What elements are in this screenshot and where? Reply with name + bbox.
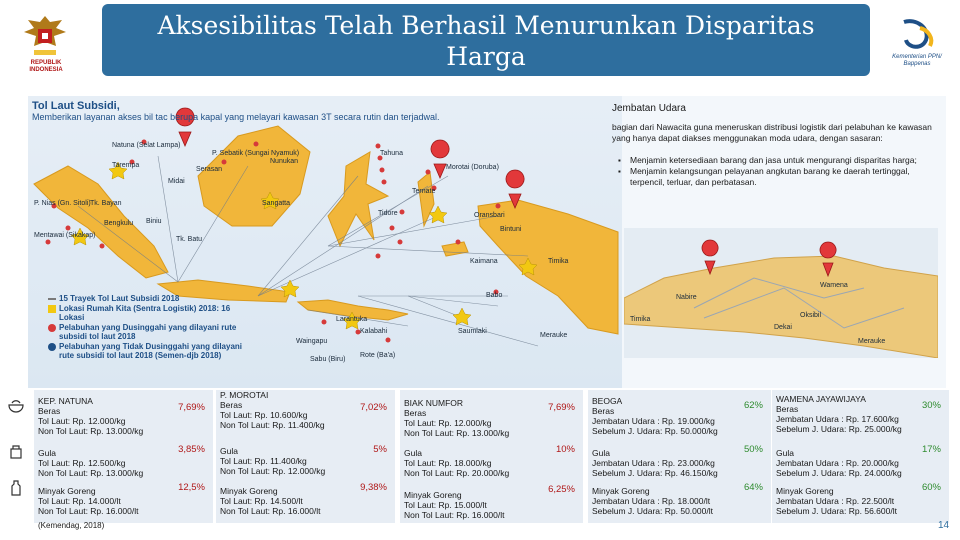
place-label: Merauke [858, 338, 886, 345]
place-label: Morotai (Doruba) [446, 164, 499, 171]
location-name: P. MOROTAI [220, 390, 269, 400]
place-label: P. Nias (Gn. Sitoli) [34, 200, 91, 207]
place-label: Mentawai (Sikakap) [34, 232, 96, 239]
item-block: Gula Jembatan Udara : Rp. 23.000/kg Sebelum J. Udara: Rp. 46.150/kg [592, 448, 718, 478]
place-label: Timika [630, 316, 651, 323]
red-dot-icon [48, 324, 56, 332]
reduction-percent: 64% [743, 482, 763, 493]
legend-item: Lokasi Rumah Kita (Sentra Logistik) 2018: 16 Lokasi [48, 304, 248, 322]
place-label: Bengkulu [104, 220, 134, 227]
price-panel-morotai [216, 390, 396, 523]
place-label: Tidore [378, 210, 398, 217]
price-panel-natuna [34, 390, 214, 523]
place-label: Nabire [676, 294, 697, 301]
item-block: Beras Jembatan Udara : Rp. 19.000/kg Sebelum J. Udara: Rp. 50.000/kg [592, 406, 718, 436]
bullet-item: ▪ Menjamin kelangsungan pelayanan angkutan barang ke daerah tertinggal, terpencil, terluar, dan perbatasan. [618, 166, 936, 188]
place-label: P. Sebatik (Sungai Nyamuk) [212, 150, 300, 157]
legend-item: Pelabuhan yang Dusinggahi yang dilayani rute subsidi tol laut 2018 [48, 323, 248, 341]
sulawesi-shape [328, 152, 388, 246]
page-title: Aksesibilitas Telah Berhasil Menurunkan Disparitas Harga [157, 11, 815, 71]
item-block: Beras Jembatan Udara : Rp. 17.600/kg Sebelum J. Udara: Rp. 25.000/kg [776, 404, 902, 434]
papua-air-bridge-map [624, 228, 938, 358]
rice-bowl-icon [8, 398, 24, 414]
price-panel-wamena [772, 390, 950, 523]
page-number: 14 [938, 520, 950, 531]
place-label: Wamena [820, 282, 848, 289]
reduction-percent: 10% [555, 444, 575, 455]
place-label: Nunukan [270, 158, 299, 165]
ministry-label: Kementerian PPN/ Bappenas [892, 54, 942, 67]
cooking-oil-icon [8, 480, 24, 496]
place-label: Serasan [196, 166, 223, 173]
place-label: Tarempa [112, 162, 140, 169]
place-label: Larantuka [336, 316, 368, 323]
emblem-label: REPUBLIK INDONESIA [29, 60, 63, 73]
place-label: Dekai [774, 324, 792, 331]
reduction-percent: 7,69% [178, 402, 205, 413]
price-panel-beoga [588, 390, 772, 523]
item-block: Beras Tol Laut: Rp. 12.000/kg Non Tol Laut: Rp. 13.000/kg [404, 408, 510, 438]
reduction-percent: 17% [921, 444, 941, 455]
item-block: Minyak Goreng Jembatan Udara : Rp. 18.000/lt Sebelum J. Udara: Rp. 50.000/lt [592, 486, 713, 516]
reduction-percent: 6,25% [548, 484, 575, 495]
place-label: Sangatta [262, 200, 291, 207]
sugar-icon [8, 444, 24, 460]
place-label: Oransbari [474, 212, 505, 219]
map-legend [48, 294, 248, 361]
reduction-percent: 9,38% [360, 482, 387, 493]
place-label: Oksibil [800, 312, 822, 319]
jembatan-udara-title: Jembatan Udara [612, 103, 686, 114]
kalimantan-shape [198, 126, 310, 226]
title-banner [102, 4, 870, 76]
reduction-percent: 7,69% [548, 402, 575, 413]
place-label: Natuna (Selat Lampa) [112, 142, 181, 149]
place-label: Babo [486, 292, 503, 299]
place-label: Tk. Batu [176, 236, 203, 243]
place-label: Sabu (Biru) [310, 356, 346, 363]
reduction-percent: 5% [373, 444, 387, 455]
item-block: Minyak Goreng Tol Laut: Rp. 14.000/lt Non Tol Laut: Rp. 16.000/lt [38, 486, 139, 516]
item-block: Beras Tol Laut: Rp. 10.600/kg Non Tol Laut: Rp. 11.400/kg [220, 400, 325, 430]
place-label: Tahuna [380, 150, 403, 157]
place-label: Tk. Bayan [90, 200, 122, 207]
place-label: Ternate [412, 188, 436, 195]
tol-laut-title: Tol Laut Subsidi, [32, 100, 120, 112]
reduction-percent: 62% [743, 400, 763, 411]
reduction-percent: 50% [743, 444, 763, 455]
location-name: BIAK NUMFOR [404, 398, 464, 408]
item-block: Minyak Goreng Jembatan Udara : Rp. 22.500/lt Sebelum J. Udara: Rp. 56.600/lt [776, 486, 897, 516]
source-note: (Kemendag, 2018) [38, 521, 105, 530]
item-block: Gula Tol Laut: Rp. 12.500/kg Non Tol Laut: Rp. 13.000/kg [38, 448, 144, 478]
place-label: Midai [168, 178, 185, 185]
location-name: KEP. NATUNA [38, 396, 93, 406]
legend-item: Pelabuhan yang Tidak Dusinggahi yang dilayani rute subsidi tol laut 2018 (Semen-djb 2018) [48, 342, 248, 360]
item-block: Gula Tol Laut: Rp. 11.400/kg Non Tol Laut: Rp. 12.000/kg [220, 446, 326, 476]
place-label: Saumlaki [458, 328, 487, 335]
reduction-percent: 12,5% [178, 482, 205, 493]
jembatan-udara-bullets [618, 155, 936, 188]
reduction-percent: 60% [921, 482, 941, 493]
place-label: Merauke [540, 332, 568, 339]
location-name: BEOGA [592, 396, 623, 406]
reduction-percent: 30% [921, 400, 941, 411]
blue-dot-icon [48, 343, 56, 351]
place-label: Bintuni [500, 226, 522, 233]
tol-laut-subtitle: Memberikan layanan akses bil tac berupa kapal yang melayari kawasan 3T secara rutin dan terjadwal. [32, 112, 440, 122]
star-icon [48, 305, 56, 313]
item-block: Minyak Goreng Tol Laut: Rp. 14.500/lt Non Tol Laut: Rp. 16.000/lt [220, 486, 321, 516]
jembatan-udara-description: bagian dari Nawacita guna meneruskan distribusi logistik dari pelabuhan ke kawasan yang hanya dapat diakses menggunakan moda udara, dengan sasaran: [612, 122, 932, 143]
papua-shape [478, 200, 618, 334]
location-name: WAMENA JAYAWIJAYA [776, 394, 866, 404]
bullet-item: ▪ Menjamin ketersediaan barang dan jasa untuk mengurangi disparitas harga; [618, 155, 936, 166]
price-panel-biak [400, 390, 584, 523]
item-block: Minyak Goreng Tol Laut: Rp. 15.000/lt Non Tol Laut: Rp. 16.000/lt [404, 490, 505, 520]
item-block: Gula Jembatan Udara : Rp. 20.000/kg Sebelum J. Udara: Rp. 24.000/kg [776, 448, 902, 478]
item-block: Beras Tol Laut: Rp. 12.000/kg Non Tol Laut: Rp. 13.000/kg [38, 406, 144, 436]
place-label: Kaimana [470, 258, 498, 265]
place-label: Rote (Ba'a) [360, 352, 396, 359]
place-label: Kalabahi [360, 328, 388, 335]
legend-line-swatch [48, 298, 56, 300]
reduction-percent: 7,02% [360, 402, 387, 413]
legend-item: 15 Trayek Tol Laut Subsidi 2018 [48, 294, 248, 303]
place-label: Timika [548, 258, 569, 265]
reduction-percent: 3,85% [178, 444, 205, 455]
item-block: Gula Tol Laut: Rp. 18.000/kg Non Tol Laut: Rp. 20.000/kg [404, 448, 510, 478]
place-label: Biniu [146, 218, 162, 225]
place-label: Waingapu [296, 338, 328, 345]
